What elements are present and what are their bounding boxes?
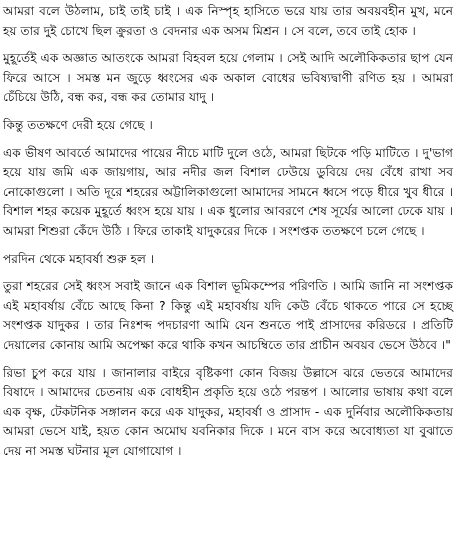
paragraph-2: মুহূর্তেই এক অজ্ঞাত আতংকে আমরা বিহবল হয়ে গেলাম । সেই আদি অলৌকিকতার ছাপ যেন ফিরে আসে । সমস্ত মন জুড়ে ধ্বংসের এক অকাল বোধের ভবিষ্যদ্বাণী রণিত হয় । আমরা চেঁচিয়ে উঠি, বন্ধ কর, বন্ধ কর তোমার যাদু ।	[3, 51, 453, 105]
paragraph-1: আমরা বলে উঠলাম, চাই তাই চাই । এক নিস্পৃহ হাসিতে ভরে যায় তার অবয়বহীন মুখ, মনে হয় তার দুই চোখে ছিল ক্রুরতা ও বেদনার এক অসম মিশ্রন । সে বলে, তবে তাই হোক ।	[3, 4, 453, 38]
paragraph-6: তুরা শহরের সেই ধ্বংস সবাই জানে এক বিশাল ভূমিকম্পের পরিণতি । আমি জানি না সংশপ্তক এই মহাবর্ষায় বেঁচে আছে কিনা ? কিন্তু এই মহাবর্ষায় যদি কেউ বেঁচে থাকতে পারে সে হচ্ছে সংশপ্তক যাদুকর । তার নিঃশব্দ পদচারণা আমি যেন শুনতে পাই প্রাসাদের করিডরে । প্রতিটি দেয়ালের কোনায় আমি অপেক্ষা করে থাকি কখন আচম্বিতে তার প্রাচীন অবয়ব ভেসে উঠবে ।"	[3, 279, 453, 352]
paragraph-7: রিভা চুপ করে যায় । জানালার বাইরে বৃষ্টিকণা কোন বিজয় উল্লাসে ঝরে ভেতরে আমাদের বিষাদে । আমাদের চেতনায় এক বোধহীন প্রকৃতি হয়ে ওঠে পরন্তপ । আলোর ভাষায় কথা বলে এক বৃক্ষ, টেকটনিক সঙ্গালন করে এক যাদুকর, মহাবর্ষা ও প্রাসাদ - এক দুর্নিবার অলৌকিকতায় আমরা ভেসে যাই, হয়ত কোন অমোঘ যবনিকার দিকে । মনে বাস করে অবোধ্যতা যা বুঝাতে দেয় না সমস্ত ঘটনার মূল যোগাযোগ ।	[3, 365, 453, 458]
paragraph-5: পরদিন থেকে মহাবর্ষা শুরু হল ।	[3, 251, 155, 266]
paragraph-4: এক ভীষণ আবর্তে আমাদের পায়ের নীচে মাটি দুলে ওঠে, আমরা ছিটকে পড়ি মাটিতে । দু'ভাগ হয়ে যায় জমি এক জায়গায়, আর নদীর জল বিশাল ঢেউয়ে ডুবিয়ে দেয় বেঁধে রাখা সব নোকোগুলো । অতি দূরে শহরের অট্টালিকাগুলো আমাদের সামনে ধ্বসে পড়ে ধীরে খুব ধীরে । বিশাল শহর কয়েক মুহূর্তে ধ্বংস হয়ে যায় । এক ধুলোর আবরণে শেষ সূর্যের আলো ঢেকে যায় । আমরা শিশুরা কেঁদে উঠি । ফিরে তাকাই যাদুকরের দিকে । সংশপ্তক ততক্ষণে চলে গেছে ।	[3, 145, 453, 238]
paragraph-3: কিন্তু ততক্ষণে দেরী হয়ে গেছে ।	[3, 117, 153, 132]
